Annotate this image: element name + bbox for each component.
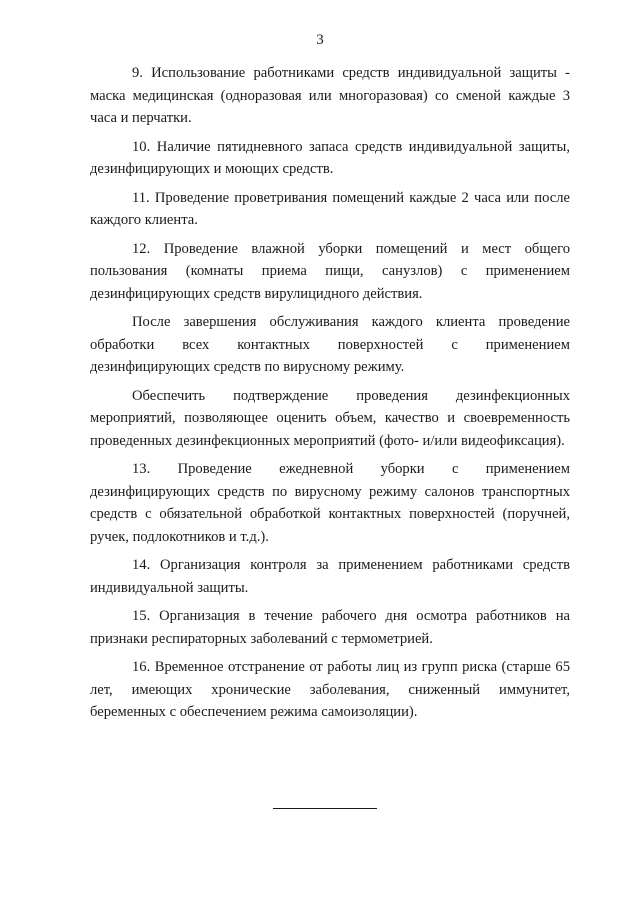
paragraph-item-15: 15. Организация в течение рабочего дня осмотра работников на признаки респираторных заболеваний с термометрией. [90, 608, 570, 647]
page-number: 3 [316, 32, 324, 48]
paragraph-item-10: 10. Наличие пятидневного запаса средств индивидуальной защиты, дезинфицирующих и моющих средств. [90, 138, 570, 177]
paragraph-item-14: 14. Организация контроля за применением работниками средств индивидуальной защиты. [90, 557, 570, 596]
paragraph-item-13: 13. Проведение ежедневной уборки с применением дезинфицирующих средств по вирусному режиму салонов транспортных средств с обязательной обработкой контактных поверхностей (поручней, ручек, подлокотников и т.д.). [90, 461, 570, 545]
paragraph-contact-surfaces: После завершения обслуживания каждого клиента проведение обработки всех контактных поверхностей с применением дезинфицирующих средств по вирусному режиму. [90, 314, 570, 375]
paragraph-item-9: 9. Использование работниками средств индивидуальной защиты - маска медицинская (одноразовая или многоразовая) со сменой каждые 3 часа и перчатки. [90, 65, 570, 126]
end-of-document-rule [273, 808, 377, 809]
paragraph-item-12: 12. Проведение влажной уборки помещений и мест общего пользования (комнаты приема пищи, санузлов) с применением дезинфицирующих средств вирулицидного действия. [90, 240, 570, 302]
paragraph-item-16: 16. Временное отстранение от работы лиц из групп риска (старше 65 лет, имеющих хронические заболевания, сниженный иммунитет, беременных с обеспечением режима самоизоляции). [90, 659, 570, 720]
paragraph-disinfection-confirmation: Обеспечить подтверждение проведения дезинфекционных мероприятий, позволяющее оценить объем, качество и своевременность проведенных дезинфекционных мероприятий (фото- и/или видеофиксация). [90, 387, 570, 449]
paragraph-item-11: 11. Проведение проветривания помещений каждые 2 часа или после каждого клиента. [90, 189, 570, 228]
document-body [90, 62, 570, 730]
